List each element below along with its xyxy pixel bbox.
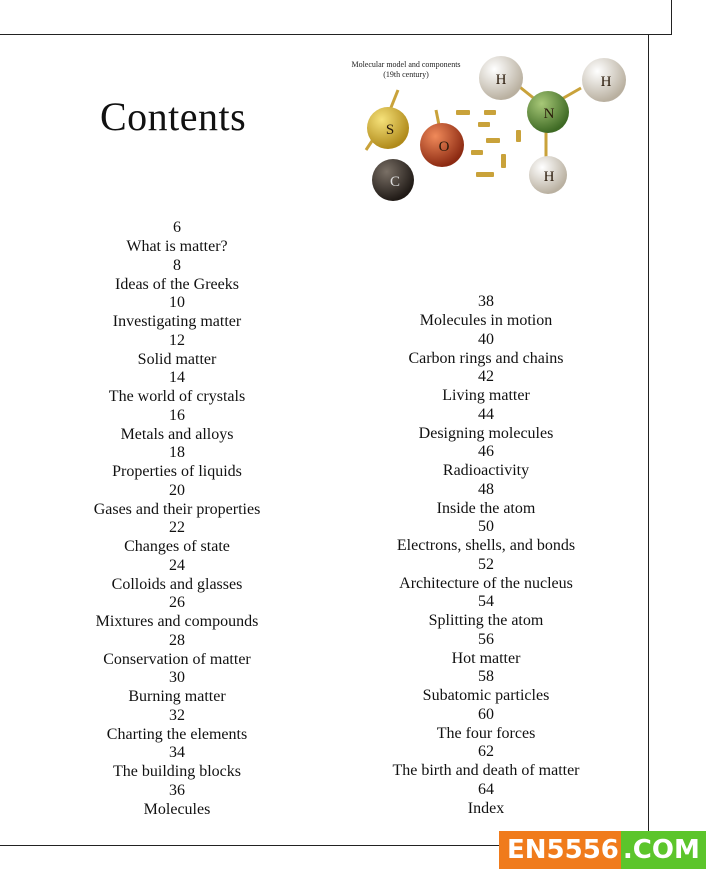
right-border-top xyxy=(671,0,672,34)
page-number: 28 xyxy=(169,631,185,649)
page-number: 22 xyxy=(169,519,185,536)
contents-entry xyxy=(17,219,337,257)
chapter-title: Solid matter xyxy=(137,350,217,368)
chapter-title: Radioactivity xyxy=(442,462,530,479)
watermark-part1: EN5556 xyxy=(499,831,621,869)
page-number: 58 xyxy=(478,668,494,685)
page-number: 42 xyxy=(478,368,494,385)
page-number: 12 xyxy=(169,331,185,349)
chapter-title: Electrons, shells, and bonds xyxy=(396,537,576,554)
page-number: 64 xyxy=(478,780,494,798)
chapter-title: Investigating matter xyxy=(112,313,242,330)
contents-entry xyxy=(17,744,337,782)
chapter-title: Hot matter xyxy=(451,649,521,667)
page-title: Contents xyxy=(100,93,247,139)
contents-entry xyxy=(326,518,646,556)
page-number: 62 xyxy=(478,743,494,760)
contents-entry xyxy=(17,557,337,595)
contents-entry xyxy=(17,444,337,482)
page-number: 60 xyxy=(478,705,494,723)
page-number: 40 xyxy=(478,330,494,348)
page-number: 38 xyxy=(478,293,494,310)
atom-label-h-bottom: H xyxy=(543,169,555,185)
page-number: 54 xyxy=(478,593,494,610)
chapter-title: What is matter? xyxy=(126,238,228,255)
chapter-title: Gases and their properties xyxy=(93,500,261,518)
page-number: 14 xyxy=(169,369,185,386)
contents-entry xyxy=(17,632,337,670)
page-number: 48 xyxy=(478,480,494,498)
contents-entry xyxy=(326,293,646,331)
page-number: 16 xyxy=(169,406,185,424)
atom-label-s: S xyxy=(385,122,395,138)
contents-entry xyxy=(326,443,646,481)
chapter-title: Changes of state xyxy=(124,538,230,555)
chapter-title: Charting the elements xyxy=(106,725,248,743)
chapter-title: Splitting the atom xyxy=(428,612,544,629)
page-number: 36 xyxy=(169,781,185,799)
page-number: 26 xyxy=(169,594,185,611)
page-number: 52 xyxy=(478,555,494,573)
chapter-title: Mixtures and compounds xyxy=(95,613,259,630)
watermark-logo xyxy=(499,831,700,869)
chapter-title: The building blocks xyxy=(113,763,241,780)
chapter-title: Burning matter xyxy=(128,688,226,705)
chapter-title: Molecules xyxy=(143,800,211,818)
contents-entry xyxy=(17,707,337,745)
page-number: 8 xyxy=(173,256,181,274)
chapter-title: Carbon rings and chains xyxy=(408,349,564,367)
contents-entry xyxy=(326,668,646,706)
chapter-title: The birth and death of matter xyxy=(392,762,580,779)
page-number: 44 xyxy=(478,405,494,423)
chapter-title: Conservation of matter xyxy=(103,650,251,668)
atom-label-h-right: H xyxy=(600,74,612,90)
page-number: 46 xyxy=(478,443,494,460)
page-number: 30 xyxy=(169,669,185,686)
page-number: 20 xyxy=(169,481,185,499)
image-caption: Molecular model and components (19th century) xyxy=(351,60,461,79)
contents-entry xyxy=(17,257,337,295)
page-number: 34 xyxy=(169,744,185,761)
contents-entry xyxy=(326,781,646,819)
contents-entry xyxy=(17,369,337,407)
chapter-title: Living matter xyxy=(442,387,530,404)
contents-entry xyxy=(326,631,646,669)
contents-entry xyxy=(17,594,337,632)
chapter-title: Subatomic particles xyxy=(422,687,550,704)
atom-label-h-top: H xyxy=(495,72,507,88)
chapter-title: Designing molecules xyxy=(418,424,554,442)
contents-entry xyxy=(17,332,337,370)
contents-entry xyxy=(326,556,646,594)
chapter-title: Colloids and glasses xyxy=(111,575,243,593)
contents-entry xyxy=(326,593,646,631)
contents-entry xyxy=(326,368,646,406)
atom-label-o: O xyxy=(438,139,450,155)
watermark-part2: .COM xyxy=(621,831,706,869)
contents-entry xyxy=(326,481,646,519)
chapter-title: The four forces xyxy=(436,724,536,742)
chapter-title: The world of crystals xyxy=(108,388,246,405)
top-border xyxy=(0,34,672,35)
contents-entry xyxy=(326,331,646,369)
loose-pegs xyxy=(456,110,521,177)
atom-label-c: C xyxy=(389,174,401,190)
page-number: 56 xyxy=(478,630,494,648)
chapter-title: Inside the atom xyxy=(436,499,536,517)
contents-entry xyxy=(326,706,646,744)
contents-entry xyxy=(17,669,337,707)
contents-entry xyxy=(17,519,337,557)
contents-entry xyxy=(17,482,337,520)
contents-entry xyxy=(326,743,646,781)
chapter-title: Properties of liquids xyxy=(112,463,242,480)
page-number: 24 xyxy=(169,556,185,574)
chapter-title: Metals and alloys xyxy=(120,425,234,443)
chapter-title: Architecture of the nucleus xyxy=(399,574,573,592)
atom-label-n: N xyxy=(543,106,555,122)
contents-entry xyxy=(326,406,646,444)
page-number: 18 xyxy=(169,444,185,461)
contents-right-column xyxy=(326,293,646,818)
contents-left-column xyxy=(17,219,337,819)
contents-entry xyxy=(17,782,337,820)
contents-entry xyxy=(17,294,337,332)
chapter-title: Ideas of the Greeks xyxy=(115,275,239,293)
page-number: 32 xyxy=(169,706,185,724)
page-number: 50 xyxy=(478,518,494,535)
right-border-mid xyxy=(648,34,649,845)
page-number: 10 xyxy=(169,294,185,311)
page-number: 6 xyxy=(173,219,181,236)
chapter-title: Index xyxy=(467,799,505,817)
chapter-title: Molecules in motion xyxy=(419,312,553,329)
contents-entry xyxy=(17,407,337,445)
